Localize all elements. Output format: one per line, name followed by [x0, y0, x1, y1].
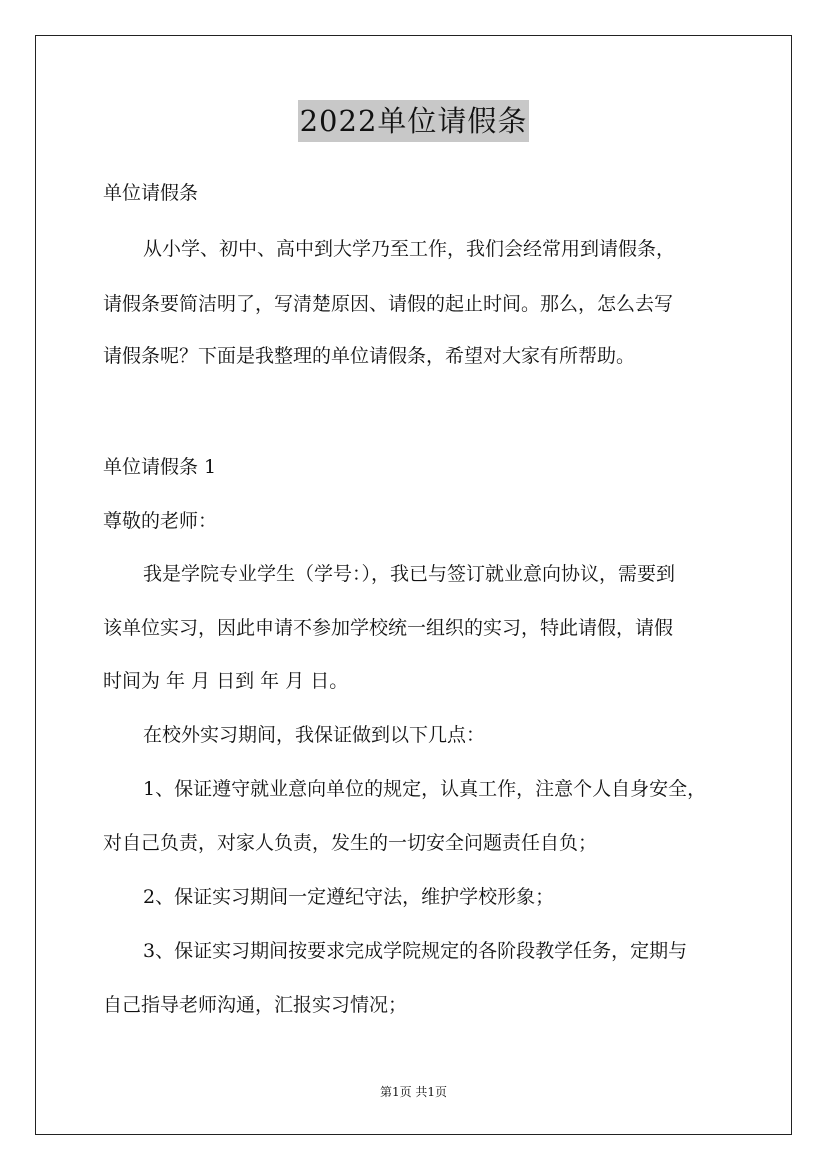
- document-title: 2022单位请假条: [298, 100, 530, 142]
- body-line-5: 1、保证遵守就业意向单位的规定，认真工作，注意个人自身安全，: [143, 778, 707, 800]
- body-line-2: 该单位实习，因此申请不参加学校统一组织的实习，特此请假，请假: [103, 617, 674, 639]
- page-footer: [0, 1084, 827, 1100]
- body-line-7: 2、保证实习期间一定遵纪守法，维护学校形象；: [143, 886, 555, 908]
- intro-line-1: 从小学、初中、高中到大学乃至工作，我们会经常用到请假条，: [143, 238, 676, 260]
- body-line-8: 3、保证实习期间按要求完成学院规定的各阶段教学任务，定期与: [143, 940, 688, 962]
- intro-line-3: 请假条呢？下面是我整理的单位请假条，希望对大家有所帮助。: [103, 345, 636, 367]
- body-line-6: 对自己负责，对家人负责，发生的一切安全问题责任自负；: [103, 832, 598, 854]
- section-title: 单位请假条 1: [103, 456, 217, 478]
- document-heading: 单位请假条: [103, 182, 199, 204]
- body-line-3: 时间为 年 月 日到 年 月 日。: [103, 670, 349, 692]
- body-line-4: 在校外实习期间，我保证做到以下几点：: [143, 724, 486, 746]
- body-line-1: 我是学院专业学生（学号：），我已与签订就业意向协议，需要到: [143, 563, 676, 585]
- page-number-label: 第1页 共1页: [379, 1085, 448, 1099]
- body-line-9: 自己指导老师沟通，汇报实习情况；: [103, 994, 408, 1016]
- intro-line-2: 请假条要简洁明了，写清楚原因、请假的起止时间。那么，怎么去写: [103, 293, 674, 315]
- salutation: 尊敬的老师：: [103, 510, 218, 532]
- title-container: [0, 100, 827, 142]
